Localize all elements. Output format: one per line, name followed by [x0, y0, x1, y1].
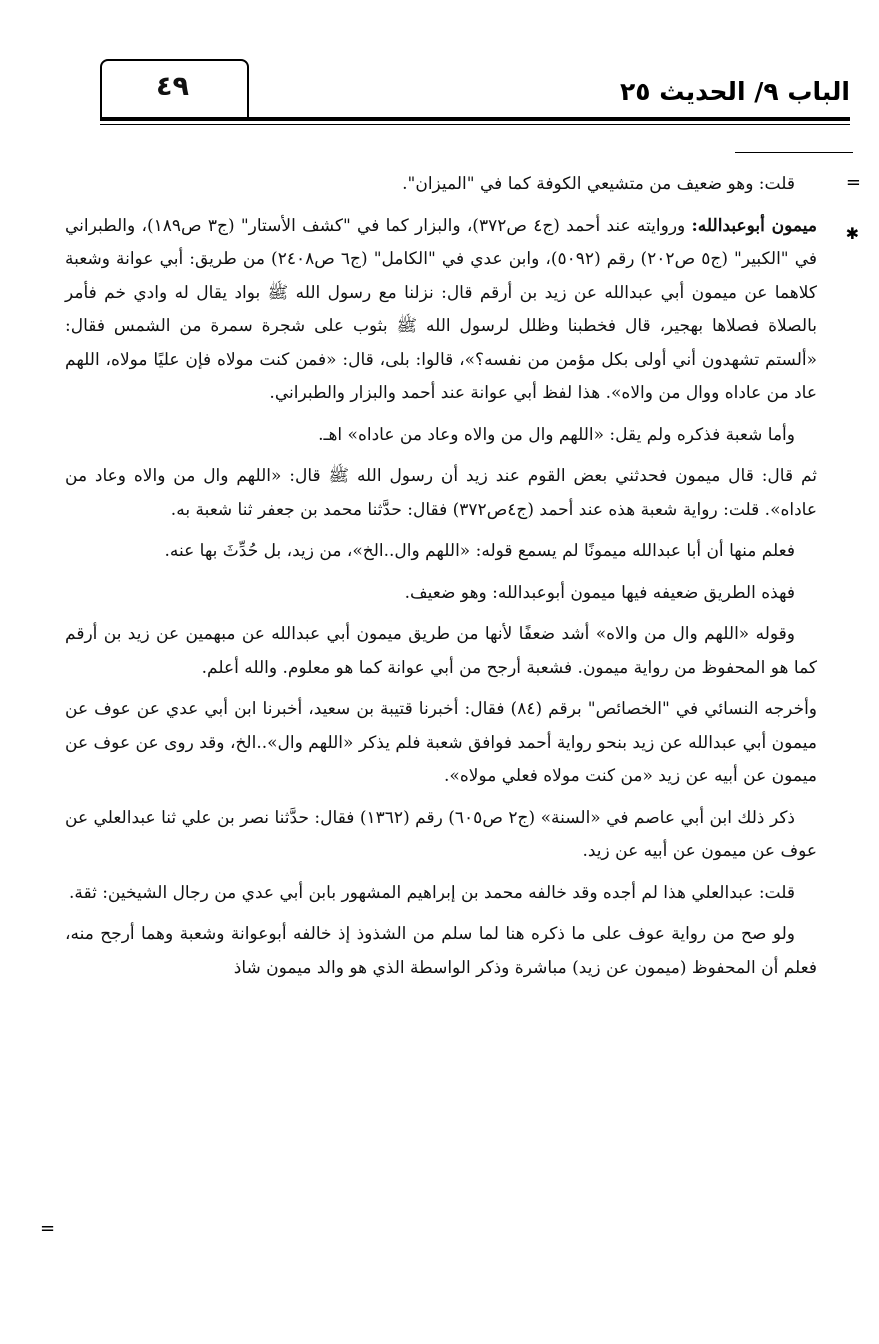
paragraph-2: [65, 210, 817, 411]
paragraph-8: [65, 693, 817, 794]
paragraph-5: [65, 535, 817, 569]
footnote-continuation-rule: [735, 152, 853, 153]
page-header: [60, 55, 850, 125]
paragraph-11: [65, 918, 817, 985]
header-rule-thin: [100, 124, 850, 125]
paragraph-7: [65, 618, 817, 685]
paragraph-text: قلت: عبدالعلي هذا لم أجده وقد خالفه محمد بن إبراهيم المشهور بابن أبي عدي من رجال الشيخين: ثقة.: [68, 882, 795, 903]
header-rule-thick: [100, 117, 850, 121]
paragraph-text: فعلم منها أن أبا عبدالله ميمونًا لم يسمع قوله: «اللهم وال..الخ»، من زيد، بل حُدِّثَ بها عنه.: [164, 541, 795, 561]
paragraph-6: [65, 577, 817, 611]
paragraph-text: فهذه الطريق ضعيفه فيها ميمون أبوعبدالله: وهو ضعيف.: [404, 582, 795, 603]
paragraph-1: [65, 168, 817, 202]
paragraph-4: [65, 460, 817, 527]
paragraph-9: [65, 802, 817, 869]
page-number: ٤٩: [156, 71, 189, 102]
paragraph-text: ثم قال: قال ميمون فحدثني بعض القوم عند زيد أن رسول الله ﷺ قال: «اللهم وال من والاه وعاد من عاداه». قلت: رواية شعبة هذه عند أحمد (ج٤ص٣٧٢) فقال: حدَّثنا محمد بن جعفر ثنا شعبة به.: [65, 466, 817, 520]
paragraph-3: [65, 419, 817, 453]
chapter-hadith-title: الباب ٩/ الحديث ٢٥: [620, 77, 850, 106]
narrator-star-mark: ✱: [845, 224, 859, 243]
paragraph-text: وأما شعبة فذكره ولم يقل: «اللهم وال من والاه وعاد من عاداه» اهـ.: [318, 424, 795, 445]
paragraph-10: [65, 877, 817, 911]
body-text: [65, 168, 817, 993]
paragraph-text: قلت: وهو ضعيف من متشيعي الكوفة كما في "الميزان".: [402, 174, 795, 194]
paragraph-text: ولو صح من رواية عوف على ما ذكره هنا لما سلم من الشذوذ إذ خالفه أبوعوانة وشعبة وهما أرجح منه، فعلم أن المحفوظ (ميمون عن زيد) مباشرة وذكر الواسطة الذي هو والد ميمون شاذ: [65, 924, 817, 978]
paragraph-text: ذكر ذلك ابن أبي عاصم في «السنة» (ج٢ ص٦٠٥) رقم (١٣٦٢) فقال: حدَّثنا نصر بن علي ثنا عبدالعلي عن عوف عن ميمون عن أبيه عن زيد.: [65, 807, 817, 861]
continuation-mark-bottom: =: [40, 1218, 56, 1239]
continuation-mark-top: =: [845, 172, 861, 193]
narrator-name: ميمون أبوعبدالله:: [691, 215, 818, 236]
paragraph-text: وقوله «اللهم وال من والاه» أشد ضعفًا لأنها من طريق ميمون أبي عبدالله عن مبهمين عن زيد بن أرقم كما هو المحفوظ من رواية ميمون. فشعبة أرجح من أبي عوانة كما هو معلوم. والله أعلم.: [65, 624, 817, 678]
paragraph-text: وأخرجه النسائي في "الخصائص" برقم (٨٤) فقال: أخبرنا قتيبة بن سعيد، أخبرنا ابن أبي عدي عن عوف عن ميمون أبي عبدالله عن زيد بنحو رواية أحمد فوافق شعبة فلم يذكر «اللهم وال»..الخ، وقد روى عن عوف عن ميمون عن أبيه عن زيد «من كنت مولاه فعلي مولاه».: [65, 699, 818, 786]
paragraph-text: وروايته عند أحمد (ج٤ ص٣٧٢)، والبزار كما في "كشف الأستار" (ج٣ ص١٨٩)، والطبراني في "الكبير" (ج٥ ص٢٠٢) رقم (٥٠٩٢)، وابن عدي في "الكامل" (ج٦ ص٢٤٠٨) من طريق: أبي عوانة وشعبة كلاهما عن ميمون أبي عبدالله عن زيد بن أرقم قال: نزلنا مع رسول الله ﷺ بواد يقال له وادي خم فأمر بالصلاة فصلاها بهجير، قال فخطبنا وظلل لرسول الله ﷺ بثوب على شجرة سمرة من الشمس فقال: «ألستم تشهدون أني أولى بكل مؤمن من نفسه؟»، قالوا: بلى، قال: «فمن كنت مولاه فإن عليًا مولاه، اللهم عاد من عاداه ووال من والاه». هذا لفظ أبي عوانة عند أحمد والبزار والطبراني.: [65, 215, 817, 403]
